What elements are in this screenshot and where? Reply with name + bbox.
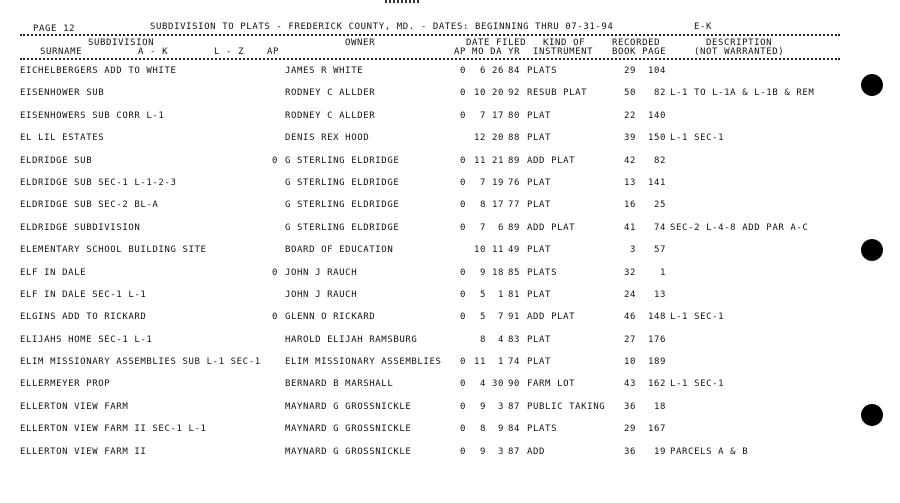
cell-month: 7 [479, 222, 486, 233]
cell-owner: BERNARD B MARSHALL [285, 379, 394, 390]
col-ap: AP [267, 47, 280, 57]
records-table [0, 66, 900, 469]
col-subdivision: SUBDIVISION [88, 38, 155, 48]
cell-year: 74 [508, 357, 521, 368]
table-row [0, 200, 900, 222]
cell-lz-ap: 0 [272, 155, 279, 166]
page-number: PAGE 12 [33, 24, 76, 34]
cell-ap: 0 [460, 401, 467, 412]
cell-month: 9 [479, 267, 486, 278]
cell-month: 11 [473, 357, 486, 368]
cell-subdivision: ELDRIDGE SUB [20, 155, 93, 166]
cell-ap: 0 [460, 155, 467, 166]
col-owner: OWNER [345, 38, 376, 48]
cell-book: 36 [623, 446, 636, 457]
cell-kind-of-instrument: ADD PLAT [527, 312, 576, 323]
cell-kind-of-instrument: PLAT [527, 289, 552, 300]
cell-year: 85 [508, 267, 521, 278]
cell-day: 19 [491, 177, 504, 188]
cell-book: 16 [623, 200, 636, 211]
cell-lz-ap: 0 [272, 267, 279, 278]
cell-ap: 0 [460, 446, 467, 457]
table-row [0, 379, 900, 401]
cell-subdivision: EISENHOWER SUB [20, 88, 105, 99]
col-a-k: A - K [138, 47, 169, 57]
col-ap-mo-da-yr: AP MO DA YR [454, 47, 521, 57]
cell-month: 8 [479, 200, 486, 211]
col-not-warranted: (NOT WARRANTED) [694, 47, 785, 57]
cell-subdivision: ELIM MISSIONARY ASSEMBLIES SUB L-1 SEC-1 [20, 357, 261, 368]
cell-page: 167 [647, 424, 666, 435]
cell-year: 83 [508, 334, 521, 345]
cell-book: 10 [623, 357, 636, 368]
cell-kind-of-instrument: PLAT [527, 110, 552, 121]
cell-kind-of-instrument: PLAT [527, 200, 552, 211]
binder-hole-2 [861, 239, 883, 261]
cell-kind-of-instrument: PLATS [527, 267, 558, 278]
cell-lz-ap: 0 [272, 312, 279, 323]
binder-hole-1 [861, 74, 883, 96]
cell-year: 89 [508, 222, 521, 233]
cell-day: 1 [497, 357, 504, 368]
cell-owner: RODNEY C ALLDER [285, 88, 376, 99]
cell-subdivision: ELLERTON VIEW FARM II [20, 446, 147, 457]
cell-month: 10 [473, 88, 486, 99]
cell-kind-of-instrument: PLAT [527, 245, 552, 256]
cell-day: 4 [497, 334, 504, 345]
cell-description: PARCELS A & B [670, 446, 749, 457]
cell-page: 148 [647, 312, 666, 323]
cell-month: 8 [479, 334, 486, 345]
cell-day: 9 [497, 424, 504, 435]
cell-kind-of-instrument: ADD [527, 446, 546, 457]
cell-subdivision: EL LIL ESTATES [20, 133, 105, 144]
cell-year: 87 [508, 446, 521, 457]
cell-owner: MAYNARD G GROSSNICKLE [285, 446, 412, 457]
cell-page: 82 [653, 155, 666, 166]
col-l-z: L - Z [214, 47, 245, 57]
cell-description: L-1 TO L-1A & L-1B & REM [670, 88, 815, 99]
cell-day: 20 [491, 88, 504, 99]
col-surname: SURNAME [40, 47, 83, 57]
cell-kind-of-instrument: PLATS [527, 424, 558, 435]
cell-owner: G STERLING ELDRIDGE [285, 222, 400, 233]
cell-page: 18 [653, 401, 666, 412]
cell-ap: 0 [460, 379, 467, 390]
cell-kind-of-instrument: ADD PLAT [527, 222, 576, 233]
cell-day: 20 [491, 133, 504, 144]
cell-year: 81 [508, 289, 521, 300]
cell-day: 7 [497, 312, 504, 323]
cell-day: 3 [497, 401, 504, 412]
cell-book: 29 [623, 66, 636, 76]
table-row [0, 447, 900, 469]
cell-book: 32 [623, 267, 636, 278]
cell-owner: JOHN J RAUCH [285, 289, 358, 300]
cell-page: 57 [653, 245, 666, 256]
cell-ap: 0 [460, 289, 467, 300]
cell-kind-of-instrument: PLAT [527, 177, 552, 188]
cell-page: 150 [647, 133, 666, 144]
cell-book: 46 [623, 312, 636, 323]
cell-book: 42 [623, 155, 636, 166]
cell-ap: 0 [460, 267, 467, 278]
cell-month: 7 [479, 110, 486, 121]
cell-year: 89 [508, 155, 521, 166]
table-row [0, 223, 900, 245]
table-row [0, 88, 900, 110]
col-date-filed: DATE FILED [466, 38, 527, 48]
cell-owner: G STERLING ELDRIDGE [285, 200, 400, 211]
cell-year: 84 [508, 424, 521, 435]
cell-page: 162 [647, 379, 666, 390]
col-description: DESCRIPTION [706, 38, 773, 48]
table-row [0, 268, 900, 290]
table-row [0, 156, 900, 178]
col-instrument: INSTRUMENT [533, 47, 594, 57]
cell-book: 43 [623, 379, 636, 390]
cell-subdivision: ELGINS ADD TO RICKARD [20, 312, 147, 323]
cell-page: 74 [653, 222, 666, 233]
cell-owner: JOHN J RAUCH [285, 267, 358, 278]
col-recorded: RECORDED [612, 38, 661, 48]
cell-year: 84 [508, 66, 521, 76]
cell-day: 17 [491, 200, 504, 211]
cell-page: 13 [653, 289, 666, 300]
cell-month: 8 [479, 424, 486, 435]
cell-ap: 0 [460, 88, 467, 99]
cell-owner: G STERLING ELDRIDGE [285, 155, 400, 166]
header-rule-bottom [20, 58, 840, 60]
cell-page: 189 [647, 357, 666, 368]
cell-owner: G STERLING ELDRIDGE [285, 177, 400, 188]
cell-day: 1 [497, 289, 504, 300]
table-row [0, 111, 900, 133]
report-title: SUBDIVISION TO PLATS - FREDERICK COUNTY, MD. - DATES: BEGINNING THRU 07-31-94 [150, 22, 614, 32]
cell-description: L-1 SEC-1 [670, 312, 725, 323]
cell-day: 3 [497, 446, 504, 457]
cell-kind-of-instrument: PLAT [527, 357, 552, 368]
table-row [0, 290, 900, 312]
table-row [0, 245, 900, 267]
cell-book: 22 [623, 110, 636, 121]
cell-page: 1 [659, 267, 666, 278]
cell-year: 80 [508, 110, 521, 121]
cell-year: 49 [508, 245, 521, 256]
col-kind-of: KIND OF [543, 38, 586, 48]
table-row [0, 402, 900, 424]
cell-owner: GLENN O RICKARD [285, 312, 376, 323]
cell-month: 4 [479, 379, 486, 390]
table-row [0, 178, 900, 200]
cell-subdivision: ELDRIDGE SUBDIVISION [20, 222, 141, 233]
cell-page: 140 [647, 110, 666, 121]
cell-day: 6 [497, 222, 504, 233]
cell-page: 176 [647, 334, 666, 345]
cell-subdivision: ELLERTON VIEW FARM [20, 401, 129, 412]
table-row [0, 312, 900, 334]
cell-owner: JAMES R WHITE [285, 66, 364, 76]
cell-kind-of-instrument: ADD PLAT [527, 155, 576, 166]
cell-day: 30 [491, 379, 504, 390]
header-rule-top [20, 34, 840, 36]
cell-year: 76 [508, 177, 521, 188]
cell-book: 3 [629, 245, 636, 256]
col-book-page: BOOK PAGE [612, 47, 667, 57]
cell-year: 91 [508, 312, 521, 323]
cell-ap: 0 [460, 177, 467, 188]
letter-range: E-K [694, 22, 713, 32]
cell-owner: MAYNARD G GROSSNICKLE [285, 401, 412, 412]
cell-subdivision: ELDRIDGE SUB SEC-1 L-1-2-3 [20, 177, 177, 188]
cell-kind-of-instrument: PUBLIC TAKING [527, 401, 606, 412]
cell-subdivision: ELF IN DALE SEC-1 L-1 [20, 289, 147, 300]
cell-owner: MAYNARD G GROSSNICKLE [285, 424, 412, 435]
cell-ap: 0 [460, 357, 467, 368]
cell-month: 9 [479, 446, 486, 457]
table-row [0, 357, 900, 379]
cell-book: 27 [623, 334, 636, 345]
cell-description: SEC-2 L-4-8 ADD PAR A-C [670, 222, 809, 233]
cell-subdivision: EICHELBERGERS ADD TO WHITE [20, 66, 177, 76]
cell-month: 12 [473, 133, 486, 144]
print-smudge [385, 0, 421, 3]
cell-month: 5 [479, 289, 486, 300]
cell-subdivision: ELDRIDGE SUB SEC-2 BL-A [20, 200, 159, 211]
cell-book: 50 [623, 88, 636, 99]
cell-ap: 0 [460, 110, 467, 121]
cell-book: 36 [623, 401, 636, 412]
cell-year: 90 [508, 379, 521, 390]
cell-ap: 0 [460, 200, 467, 211]
cell-kind-of-instrument: PLAT [527, 334, 552, 345]
cell-subdivision: ELIJAHS HOME SEC-1 L-1 [20, 334, 153, 345]
cell-book: 13 [623, 177, 636, 188]
cell-subdivision: ELLERTON VIEW FARM II SEC-1 L-1 [20, 424, 207, 435]
cell-subdivision: ELF IN DALE [20, 267, 87, 278]
cell-book: 39 [623, 133, 636, 144]
cell-book: 29 [623, 424, 636, 435]
cell-month: 7 [479, 177, 486, 188]
cell-kind-of-instrument: FARM LOT [527, 379, 576, 390]
table-row [0, 424, 900, 446]
cell-subdivision: ELLERMEYER PROP [20, 379, 111, 390]
cell-book: 41 [623, 222, 636, 233]
cell-month: 6 [479, 66, 486, 76]
cell-month: 11 [473, 155, 486, 166]
cell-subdivision: EISENHOWERS SUB CORR L-1 [20, 110, 165, 121]
cell-owner: HAROLD ELIJAH RAMSBURG [285, 334, 418, 345]
cell-owner: BOARD OF EDUCATION [285, 245, 394, 256]
cell-day: 11 [491, 245, 504, 256]
cell-year: 87 [508, 401, 521, 412]
cell-ap: 0 [460, 222, 467, 233]
table-row [0, 335, 900, 357]
cell-day: 18 [491, 267, 504, 278]
cell-kind-of-instrument: PLAT [527, 133, 552, 144]
cell-subdivision: ELEMENTARY SCHOOL BUILDING SITE [20, 245, 207, 256]
cell-day: 26 [491, 66, 504, 76]
cell-kind-of-instrument: PLATS [527, 66, 558, 76]
table-row [0, 133, 900, 155]
cell-day: 17 [491, 110, 504, 121]
cell-owner: RODNEY C ALLDER [285, 110, 376, 121]
cell-page: 141 [647, 177, 666, 188]
cell-owner: DENIS REX HOOD [285, 133, 370, 144]
cell-page: 82 [653, 88, 666, 99]
cell-ap: 0 [460, 66, 467, 76]
cell-page: 25 [653, 200, 666, 211]
cell-year: 92 [508, 88, 521, 99]
cell-page: 104 [647, 66, 666, 76]
cell-ap: 0 [460, 312, 467, 323]
cell-year: 77 [508, 200, 521, 211]
cell-month: 9 [479, 401, 486, 412]
binder-hole-3 [861, 404, 883, 426]
cell-book: 24 [623, 289, 636, 300]
cell-month: 5 [479, 312, 486, 323]
cell-year: 88 [508, 133, 521, 144]
cell-description: L-1 SEC-1 [670, 379, 725, 390]
cell-day: 21 [491, 155, 504, 166]
cell-month: 10 [473, 245, 486, 256]
cell-owner: ELIM MISSIONARY ASSEMBLIES [285, 357, 442, 368]
cell-kind-of-instrument: RESUB PLAT [527, 88, 588, 99]
cell-page: 19 [653, 446, 666, 457]
cell-ap: 0 [460, 424, 467, 435]
cell-description: L-1 SEC-1 [670, 133, 725, 144]
table-row [0, 66, 900, 88]
